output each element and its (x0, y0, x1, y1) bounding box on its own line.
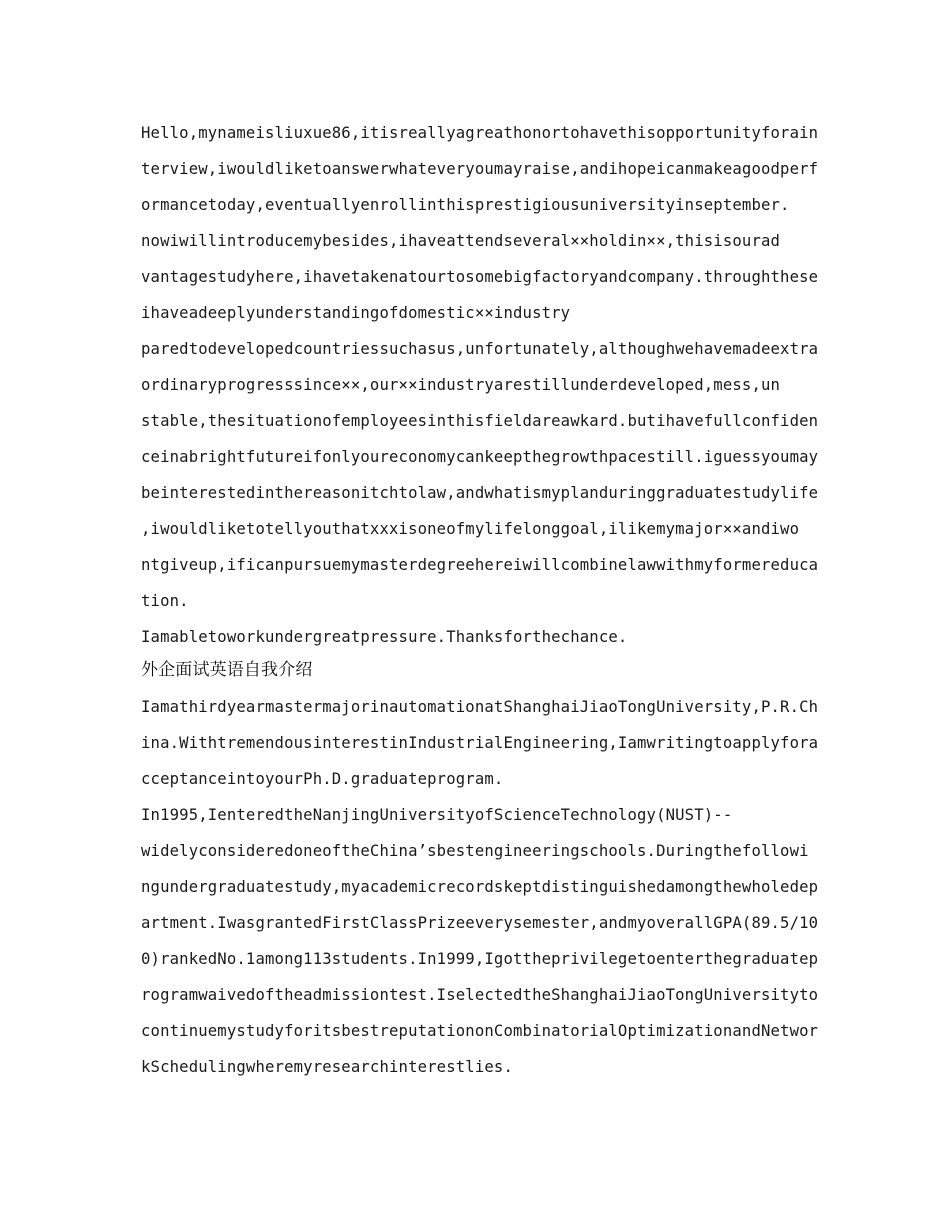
text-line: cceptanceintoyourPh.D.graduateprogram. (141, 770, 504, 788)
section-heading: 外企面试英语自我介绍 (141, 660, 313, 680)
text-line: In1995,IenteredtheNanjingUniversityofScienceTechnology(NUST)-- (141, 806, 733, 824)
text-line: paredtodevelopedcountriessuchasus,unfortunately,althoughwehavemadeextra (141, 340, 819, 358)
text-line: ceinabrightfutureifonlyoureconomycankeepthegrowthpacestill.iguessyoumay (141, 448, 819, 466)
text-line: continuemystudyforitsbestreputationonCombinatorialOptimizationandNetwor (141, 1022, 819, 1040)
text-line: tion. (141, 592, 189, 610)
text-line: Iamabletoworkundergreatpressure.Thanksforthechance. (141, 628, 628, 646)
text-line: beinterestedinthereasonitchtolaw,andwhatismyplanduringgraduatestudylife (141, 484, 819, 502)
text-line: widelyconsideredoneoftheChina’sbestengineeringschools.Duringthefollowi (141, 842, 809, 860)
text-line: artment.IwasgrantedFirstClassPrizeeverysemester,andmyoverallGPA(89.5/10 (141, 914, 819, 932)
text-line: ina.WithtremendousinterestinIndustrialEngineering,Iamwritingtoapplyfora (141, 734, 819, 752)
text-line: ntgiveup,ificanpursuemymasterdegreehereiwillcombinelawwithmyformereduca (141, 556, 819, 574)
text-line: nowiwillintroducemybesides,ihaveattendseveral××holdin××,thisisourad (141, 232, 781, 250)
text-line: Hello,mynameisliuxue86,itisreallyagreathonortohavethisopportunityforain (141, 124, 819, 142)
text-line: ,iwouldliketotellyouthatxxxisoneofmylifelonggoal,ilikemymajor××andiwo (141, 520, 800, 538)
text-line: ihaveadeeplyunderstandingofdomestic××industry (141, 304, 571, 322)
text-line: 0)rankedNo.1among113students.In1999,Igottheprivilegetoenterthegraduatep (141, 950, 819, 968)
text-line: IamathirdyearmastermajorinautomationatShanghaiJiaoTongUniversity,P.R.Ch (141, 698, 819, 716)
text-line: terview,iwouldliketoanswerwhateveryoumayraise,andihopeicanmakeagoodperf (141, 160, 819, 178)
text-line: rogramwaivedoftheadmissiontest.IselectedtheShanghaiJiaoTongUniversityto (141, 986, 819, 1004)
text-line: ormancetoday,eventuallyenrollinthisprestigiousuniversityinseptember. (141, 196, 790, 214)
text-line: stable,thesituationofemployeesinthisfieldareawkard.butihavefullconfiden (141, 412, 819, 430)
text-line: ngundergraduatestudy,myacademicrecordskeptdistinguishedamongthewholedep (141, 878, 819, 896)
text-line: vantagestudyhere,ihavetakenatourtosomebigfactoryandcompany.throughthese (141, 268, 819, 286)
text-line: kSchedulingwheremyresearchinterestlies. (141, 1058, 513, 1076)
text-line: ordinaryprogresssince××,our××industryarestillunderdeveloped,mess,un (141, 376, 781, 394)
